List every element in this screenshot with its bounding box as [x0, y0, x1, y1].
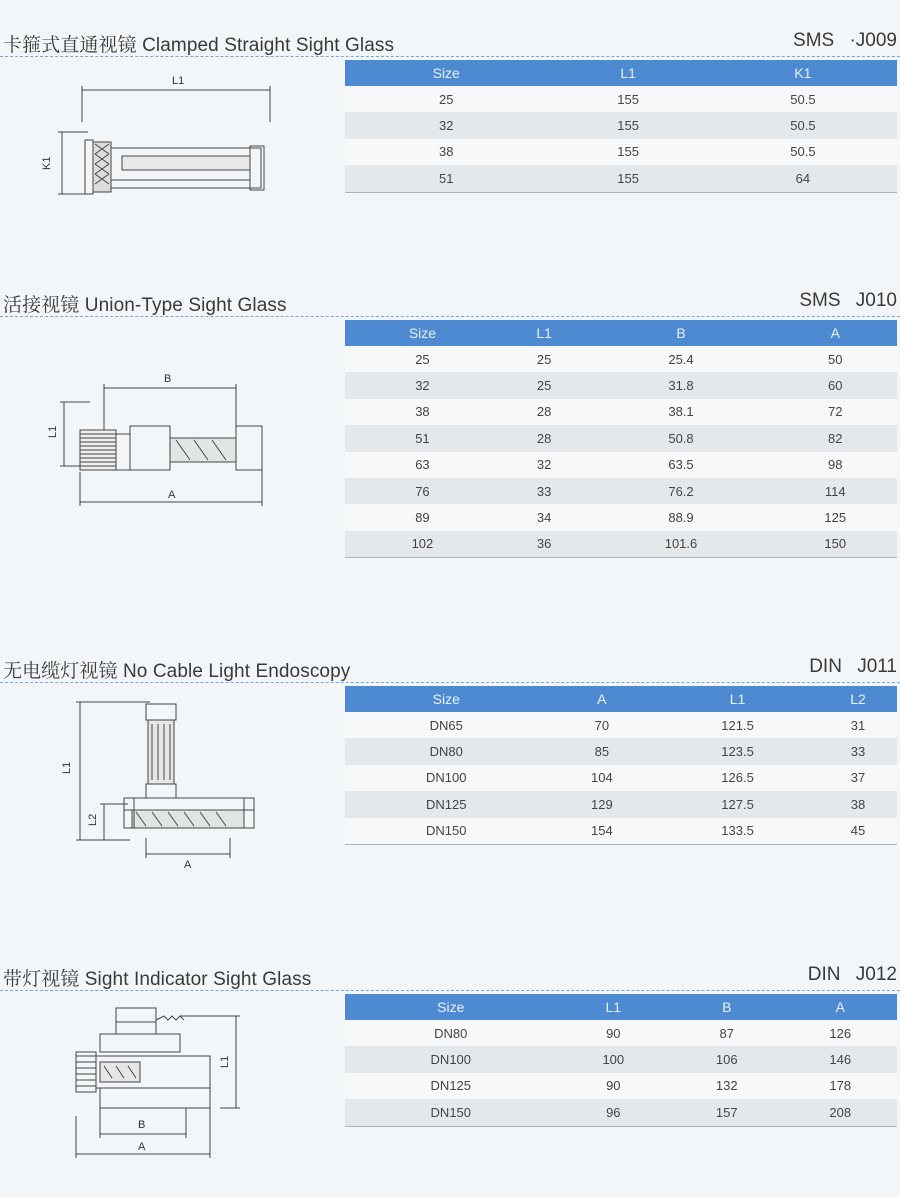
table-cell: 50.5	[709, 86, 897, 112]
table-row	[345, 165, 897, 192]
table-cell: 33	[500, 478, 589, 504]
table-header-row	[345, 994, 897, 1020]
dim-label: L1	[172, 75, 185, 87]
table-cell: DN125	[345, 791, 548, 817]
table-cell: 28	[500, 399, 589, 425]
dim-label: L1	[219, 1055, 231, 1068]
dim-label: A	[168, 489, 176, 501]
table-row	[345, 1099, 897, 1126]
table-cell: 32	[500, 452, 589, 478]
table-cell: 38	[345, 399, 500, 425]
table-cell: DN100	[345, 1046, 557, 1072]
table-cell: 123.5	[656, 738, 819, 764]
dim-label: A	[138, 1141, 146, 1153]
table-cell: 45	[819, 818, 897, 845]
table-cell: 25.4	[588, 346, 773, 372]
column-header: L2	[819, 686, 897, 712]
table-cell: 87	[670, 1020, 783, 1046]
table-cell: 125	[774, 504, 897, 530]
table-cell: DN150	[345, 818, 548, 845]
table-cell: 31.8	[588, 372, 773, 398]
column-header: Size	[345, 60, 547, 86]
table-cell: 121.5	[656, 712, 819, 738]
table-row	[345, 765, 897, 791]
column-header: A	[774, 320, 897, 346]
table-cell: 25	[345, 86, 547, 112]
section-code: DIN J012	[807, 964, 897, 985]
dim-label: L2	[87, 813, 99, 826]
table-cell: 85	[548, 738, 657, 764]
table-cell: 126	[784, 1020, 897, 1046]
table-cell: 114	[774, 478, 897, 504]
column-header: L1	[547, 60, 708, 86]
table-row	[345, 346, 897, 372]
table-cell: 25	[500, 346, 589, 372]
table-row	[345, 504, 897, 530]
table-cell: 126.5	[656, 765, 819, 791]
table-cell: 178	[784, 1073, 897, 1099]
divider	[0, 990, 900, 991]
table-cell: 155	[547, 112, 708, 138]
union-sight-glass-diagram	[0, 322, 340, 522]
table-cell: 50	[774, 346, 897, 372]
table-cell: DN80	[345, 738, 548, 764]
table-cell: 76.2	[588, 478, 773, 504]
table-cell: 38.1	[588, 399, 773, 425]
table-row	[345, 86, 897, 112]
table-cell: 50.5	[709, 112, 897, 138]
section-title: 卡箍式直通视镜 Clamped Straight Sight Glass	[3, 35, 395, 56]
section-title: 活接视镜 Union-Type Sight Glass	[3, 295, 287, 316]
table-cell: 208	[784, 1099, 897, 1126]
table-cell: 31	[819, 712, 897, 738]
divider	[0, 682, 900, 683]
section-code: SMS ·J009	[793, 30, 897, 51]
table-cell: 50.5	[709, 139, 897, 165]
table-cell: 51	[345, 425, 500, 451]
column-header: B	[670, 994, 783, 1020]
spec-table	[345, 686, 897, 845]
table-row	[345, 425, 897, 451]
table-row	[345, 478, 897, 504]
divider	[0, 316, 900, 317]
table-row	[345, 791, 897, 817]
table-cell: 101.6	[588, 531, 773, 558]
table-cell: 127.5	[656, 791, 819, 817]
table-cell: 76	[345, 478, 500, 504]
table-cell: 38	[345, 139, 547, 165]
table-cell: 100	[557, 1046, 670, 1072]
table-row	[345, 1046, 897, 1072]
column-header: Size	[345, 994, 557, 1020]
column-header: A	[784, 994, 897, 1020]
table-cell: DN65	[345, 712, 548, 738]
table-row	[345, 372, 897, 398]
table-cell: 96	[557, 1099, 670, 1126]
table-cell: DN100	[345, 765, 548, 791]
table-cell: 32	[345, 112, 547, 138]
section-header	[0, 962, 900, 992]
column-header: L1	[500, 320, 589, 346]
table-row	[345, 738, 897, 764]
table-cell: 146	[784, 1046, 897, 1072]
table-cell: 88.9	[588, 504, 773, 530]
section-header	[0, 654, 900, 684]
spec-table	[345, 60, 897, 193]
dim-label: A	[184, 859, 192, 871]
table-cell: 104	[548, 765, 657, 791]
section-title: 无电缆灯视镜 No Cable Light Endoscopy	[3, 661, 351, 682]
table-row	[345, 452, 897, 478]
table-row	[345, 712, 897, 738]
column-header: B	[588, 320, 773, 346]
table-cell: 133.5	[656, 818, 819, 845]
column-header: A	[548, 686, 657, 712]
section-header	[0, 288, 900, 318]
dim-label: L1	[61, 761, 73, 774]
section-code: DIN J011	[809, 656, 897, 677]
dim-label: B	[138, 1119, 146, 1131]
section-header	[0, 28, 900, 58]
table-cell: DN125	[345, 1073, 557, 1099]
clamped-sight-glass-diagram	[0, 62, 340, 222]
column-header: Size	[345, 686, 548, 712]
column-header: Size	[345, 320, 500, 346]
table-row	[345, 1020, 897, 1046]
table-cell: 50.8	[588, 425, 773, 451]
table-cell: 38	[819, 791, 897, 817]
table-cell: 155	[547, 139, 708, 165]
table-cell: DN80	[345, 1020, 557, 1046]
table-cell: 34	[500, 504, 589, 530]
table-cell: 82	[774, 425, 897, 451]
table-cell: 72	[774, 399, 897, 425]
table-row	[345, 818, 897, 845]
indicator-sight-glass-diagram	[0, 996, 340, 1196]
table-cell: 36	[500, 531, 589, 558]
table-cell: 157	[670, 1099, 783, 1126]
column-header: L1	[656, 686, 819, 712]
table-header-row	[345, 320, 897, 346]
table-cell: 63	[345, 452, 500, 478]
table-cell: 25	[500, 372, 589, 398]
table-cell: 98	[774, 452, 897, 478]
table-header-row	[345, 60, 897, 86]
table-cell: 106	[670, 1046, 783, 1072]
column-header: K1	[709, 60, 897, 86]
dim-label: L1	[47, 425, 59, 438]
light-endoscopy-diagram	[0, 688, 340, 888]
table-cell: 70	[548, 712, 657, 738]
dim-label: B	[164, 373, 172, 385]
spec-table	[345, 994, 897, 1127]
table-cell: 63.5	[588, 452, 773, 478]
section-code: SMS J010	[799, 290, 897, 311]
section-title: 带灯视镜 Sight Indicator Sight Glass	[3, 969, 312, 990]
table-cell: 25	[345, 346, 500, 372]
table-row	[345, 531, 897, 558]
table-cell: 90	[557, 1073, 670, 1099]
table-row	[345, 1073, 897, 1099]
column-header: L1	[557, 994, 670, 1020]
table-cell: 154	[548, 818, 657, 845]
table-cell: 64	[709, 165, 897, 192]
table-row	[345, 112, 897, 138]
table-row	[345, 399, 897, 425]
table-cell: 33	[819, 738, 897, 764]
spec-table	[345, 320, 897, 558]
table-header-row	[345, 686, 897, 712]
divider	[0, 56, 900, 57]
table-cell: 129	[548, 791, 657, 817]
table-cell: 60	[774, 372, 897, 398]
table-row	[345, 139, 897, 165]
table-cell: DN150	[345, 1099, 557, 1126]
table-cell: 155	[547, 86, 708, 112]
table-cell: 155	[547, 165, 708, 192]
table-cell: 90	[557, 1020, 670, 1046]
table-cell: 37	[819, 765, 897, 791]
table-cell: 32	[345, 372, 500, 398]
table-cell: 150	[774, 531, 897, 558]
dim-label: K1	[41, 156, 53, 170]
table-cell: 132	[670, 1073, 783, 1099]
table-cell: 51	[345, 165, 547, 192]
table-cell: 102	[345, 531, 500, 558]
table-cell: 28	[500, 425, 589, 451]
table-cell: 89	[345, 504, 500, 530]
